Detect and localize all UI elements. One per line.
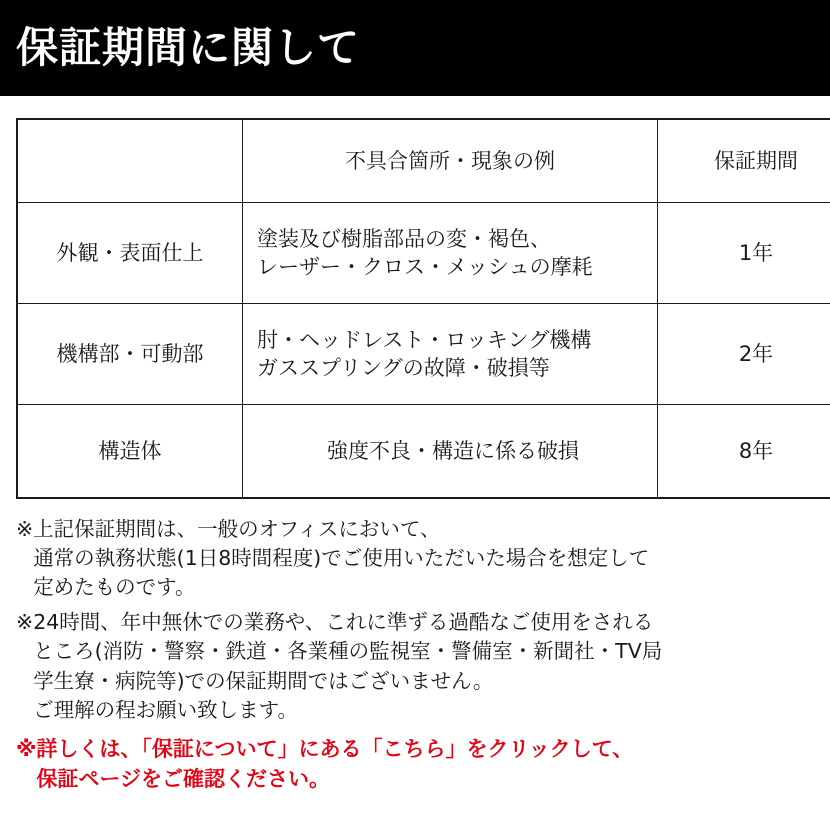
row-term: 8年	[658, 405, 830, 499]
note-item	[16, 515, 816, 602]
row-description	[243, 304, 658, 405]
table-header-row	[17, 119, 830, 203]
warranty-table	[16, 118, 830, 499]
row-description-line: 強度不良・構造に係る破損	[327, 438, 579, 463]
page-title: 保証期間に関して	[16, 23, 361, 72]
note-body	[33, 515, 816, 602]
table-row	[17, 304, 830, 405]
note-mark: ※	[16, 517, 34, 541]
note-line: ご理解の程お願い致します。	[33, 697, 299, 722]
table-header-description: 不具合箇所・現象の例	[243, 119, 658, 203]
note-item-highlight	[16, 735, 816, 795]
note-line: ところ(消防・警察・鉄道・各業種の監視室・警備室・新聞社・TV局	[33, 639, 663, 664]
note-mark: ※	[16, 610, 34, 635]
table-header-blank	[17, 119, 243, 203]
note-line: 保証ページをご確認ください。	[36, 766, 331, 791]
note-line: 24時間、年中無休での業務や、これに準ずる過酷なご使用をされる	[33, 610, 654, 635]
row-term: 2年	[658, 304, 830, 405]
warranty-table-section	[0, 96, 830, 499]
row-description-line: ガススプリングの故障・破損等	[257, 356, 550, 380]
table-header-term: 保証期間	[658, 119, 830, 203]
note-line: 詳しくは、「保証について」にある「こちら」をクリックして、	[36, 736, 634, 761]
row-description-line: 肘・ヘッドレスト・ロッキング機構	[257, 327, 592, 352]
notes-section	[0, 499, 830, 794]
row-description	[243, 405, 658, 499]
note-body	[36, 735, 816, 795]
row-description	[243, 203, 658, 304]
row-category: 構造体	[17, 405, 243, 499]
row-category: 機構部・可動部	[17, 304, 243, 405]
table-row	[17, 203, 830, 304]
note-item	[16, 608, 816, 724]
note-line: 学生寮・病院等)での保証期間ではございません。	[33, 668, 494, 693]
note-mark: ※	[16, 736, 37, 761]
table-row	[17, 405, 830, 499]
note-line: 定めたものです。	[33, 575, 196, 600]
page-header	[0, 0, 830, 96]
row-category: 外観・表面仕上	[17, 203, 243, 304]
note-line: 通常の執務状態(1日8時間程度)でご使用いただいた場合を想定して	[33, 546, 650, 571]
row-description-line: レーザー・クロス・メッシュの摩耗	[257, 255, 593, 279]
note-body	[33, 608, 816, 724]
note-line: 上記保証期間は、一般のオフィスにおいて、	[33, 517, 441, 541]
row-description-line: 塗装及び樹脂部品の変・褐色、	[257, 226, 551, 251]
row-term: 1年	[658, 203, 830, 304]
